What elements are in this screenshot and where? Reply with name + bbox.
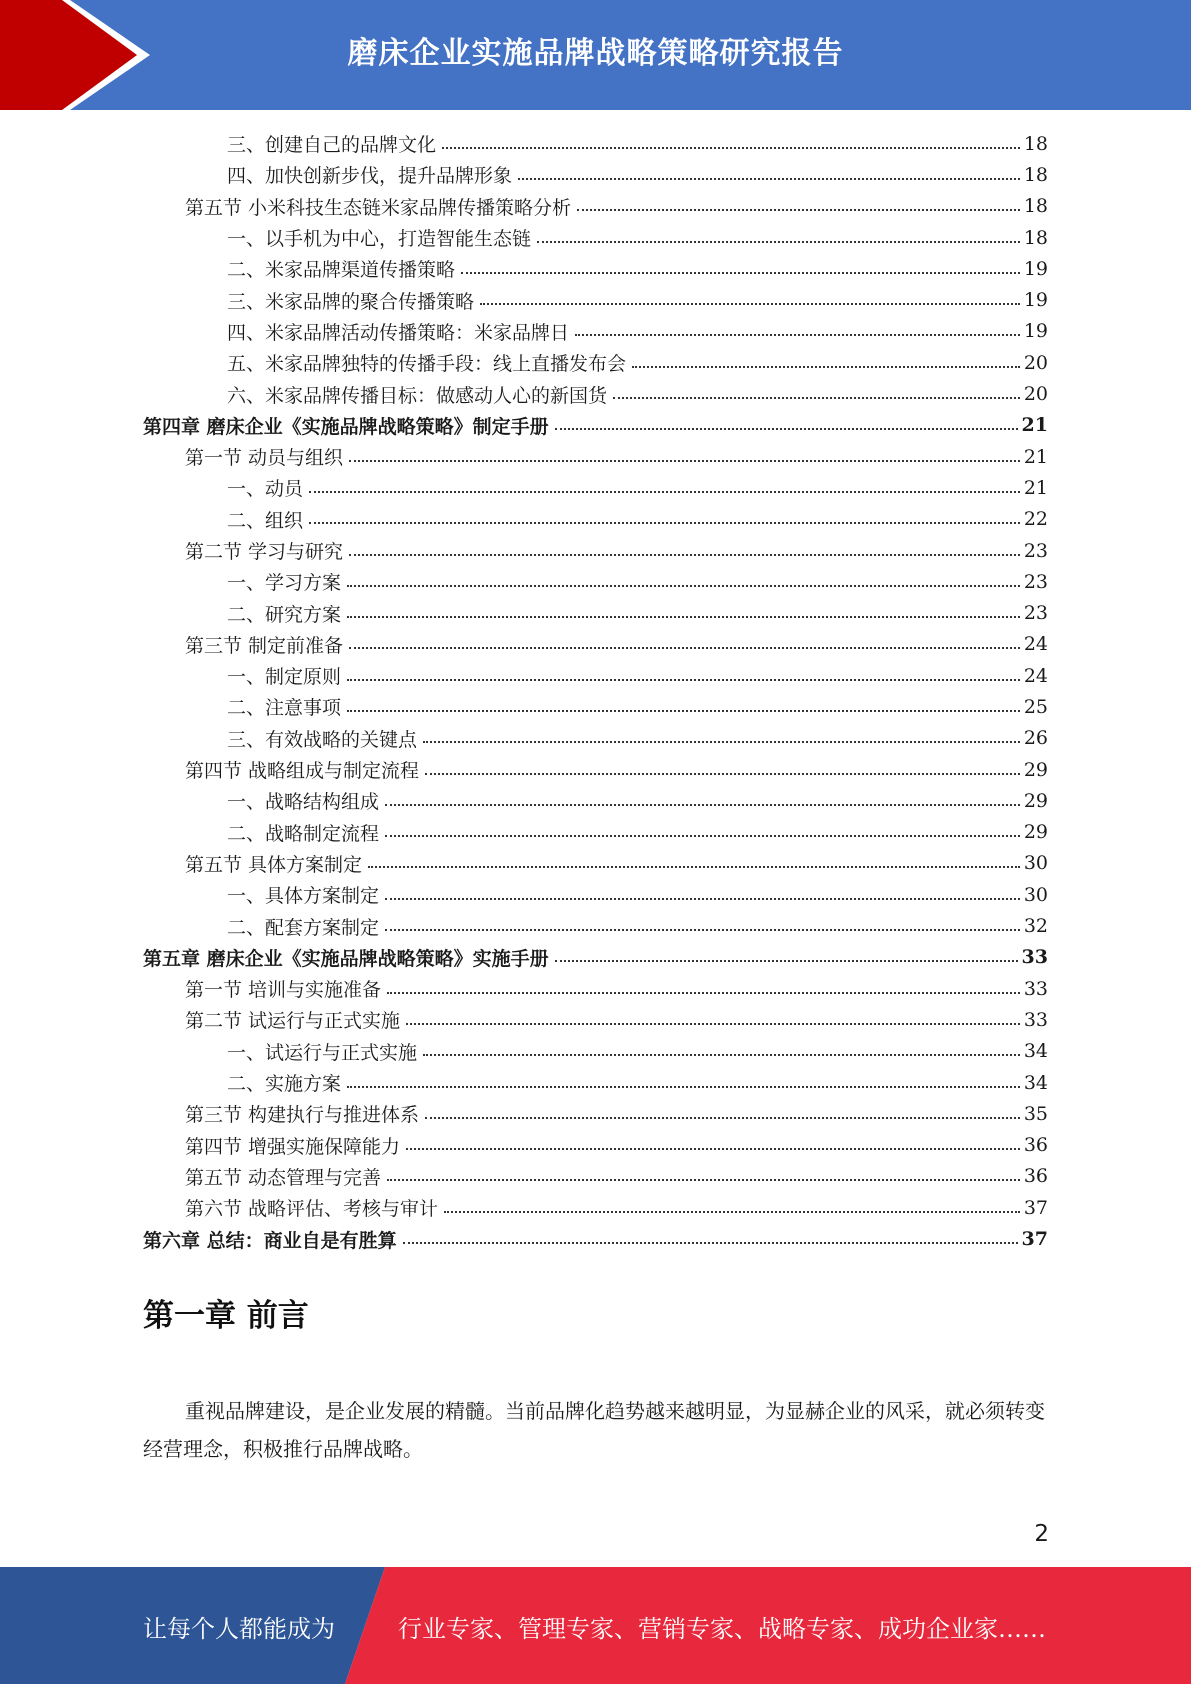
toc-entry-page: 24 [1023, 664, 1048, 687]
toc-entry[interactable] [143, 316, 1048, 347]
toc-entry-page: 34 [1023, 1040, 1048, 1063]
toc-entry-page: 26 [1023, 727, 1048, 750]
toc-entry-page: 19 [1023, 257, 1048, 280]
toc-entry[interactable] [143, 1036, 1048, 1067]
footer-slogan-left: 让每个人都能成为 [143, 1615, 335, 1643]
toc-entry[interactable] [143, 910, 1048, 941]
toc-entry[interactable] [143, 191, 1048, 222]
toc-dot-leader [347, 679, 1020, 681]
toc-entry-page: 24 [1023, 633, 1048, 656]
toc-entry-label: 二、组织 [227, 506, 307, 533]
toc-entry-page: 19 [1023, 289, 1048, 312]
toc-dot-leader [442, 147, 1020, 149]
toc-entry-label: 二、配套方案制定 [227, 913, 383, 940]
toc-entry[interactable] [143, 159, 1048, 190]
toc-entry-label: 第五节 具体方案制定 [185, 850, 366, 877]
footer-slogan-right: 行业专家、管理专家、营销专家、战略专家、成功企业家…… [398, 1615, 1046, 1643]
toc-dot-leader [349, 554, 1020, 556]
toc-entry[interactable] [143, 1223, 1048, 1254]
toc-dot-leader [613, 397, 1020, 399]
toc-entry[interactable] [143, 973, 1048, 1004]
toc-entry[interactable] [143, 1067, 1048, 1098]
toc-dot-leader [349, 647, 1020, 649]
toc-dot-leader [555, 960, 1018, 962]
toc-entry[interactable] [143, 879, 1048, 910]
toc-entry-label: 第六章 总结：商业自是有胜算 [143, 1226, 401, 1253]
toc-entry-label: 第一节 培训与实施准备 [185, 975, 385, 1002]
toc-entry-label: 六、米家品牌传播目标：做感动人心的新国货 [227, 381, 611, 408]
toc-entry[interactable] [143, 691, 1048, 722]
toc-entry-label: 第三节 构建执行与推进体系 [185, 1100, 423, 1127]
toc-dot-leader [385, 835, 1020, 837]
chapter-paragraph: 重视品牌建设，是企业发展的精髓。当前品牌化趋势越来越明显，为显赫企业的风采，就必须转变经营理念，积极推行品牌战略。 [143, 1399, 1045, 1461]
toc-entry[interactable] [143, 347, 1048, 378]
toc-entry[interactable] [143, 128, 1048, 159]
toc-dot-leader [387, 1179, 1020, 1181]
toc-entry-page: 35 [1023, 1102, 1048, 1125]
toc-entry-label: 第五节 动态管理与完善 [185, 1163, 385, 1190]
toc-entry-label: 二、米家品牌渠道传播策略 [227, 255, 459, 282]
toc-entry-page: 33 [1021, 946, 1048, 969]
toc-entry[interactable] [143, 629, 1048, 660]
toc-dot-leader [406, 1023, 1020, 1025]
toc-dot-leader [423, 741, 1020, 743]
toc-entry-label: 第二节 试运行与正式实施 [185, 1006, 404, 1033]
toc-entry-page: 36 [1023, 1165, 1048, 1188]
toc-entry-label: 第五章 磨床企业《实施品牌战略策略》实施手册 [143, 944, 553, 971]
toc-entry[interactable] [143, 566, 1048, 597]
page-header [0, 0, 1191, 110]
toc-entry[interactable] [143, 253, 1048, 284]
toc-entry[interactable] [143, 597, 1048, 628]
toc-entry-page: 34 [1023, 1071, 1048, 1094]
toc-entry-label: 一、以手机为中心，打造智能生态链 [227, 224, 535, 251]
toc-entry-label: 第五节 小米科技生态链米家品牌传播策略分析 [185, 193, 575, 220]
toc-entry[interactable] [143, 942, 1048, 973]
toc-entry-page: 30 [1023, 883, 1048, 906]
toc-entry-label: 一、具体方案制定 [227, 881, 383, 908]
toc-dot-leader [347, 710, 1020, 712]
toc-entry[interactable] [143, 472, 1048, 503]
toc-dot-leader [368, 866, 1020, 868]
toc-dot-leader [309, 491, 1020, 493]
toc-entry-page: 18 [1023, 163, 1048, 186]
toc-entry-label: 三、创建自己的品牌文化 [227, 130, 440, 157]
toc-entry-label: 二、实施方案 [227, 1069, 345, 1096]
toc-entry[interactable] [143, 723, 1048, 754]
toc-entry-page: 19 [1023, 320, 1048, 343]
toc-entry[interactable] [143, 848, 1048, 879]
toc-entry-label: 三、米家品牌的聚合传播策略 [227, 287, 478, 314]
toc-entry[interactable] [143, 284, 1048, 315]
toc-entry-label: 二、战略制定流程 [227, 819, 383, 846]
toc-entry-label: 一、制定原则 [227, 662, 345, 689]
toc-dot-leader [577, 209, 1020, 211]
toc-dot-leader [518, 178, 1020, 180]
toc-entry-page: 20 [1023, 351, 1048, 374]
toc-dot-leader [347, 585, 1020, 587]
toc-dot-leader [555, 428, 1018, 430]
toc-entry[interactable] [143, 222, 1048, 253]
toc-dot-leader [349, 460, 1020, 462]
toc-entry-page: 21 [1023, 445, 1048, 468]
toc-entry-label: 第四节 增强实施保障能力 [185, 1132, 404, 1159]
toc-dot-leader [403, 1242, 1018, 1244]
toc-entry[interactable] [143, 410, 1048, 441]
toc-dot-leader [385, 804, 1020, 806]
toc-entry-label: 四、加快创新步伐，提升品牌形象 [227, 161, 516, 188]
toc-entry-page: 23 [1023, 602, 1048, 625]
toc-dot-leader [347, 1086, 1020, 1088]
toc-entry-page: 37 [1021, 1228, 1048, 1251]
toc-entry-page: 18 [1023, 195, 1048, 218]
toc-entry-label: 第四节 战略组成与制定流程 [185, 756, 423, 783]
toc-entry[interactable] [143, 817, 1048, 848]
toc-entry-page: 23 [1023, 539, 1048, 562]
toc-entry-page: 18 [1023, 226, 1048, 249]
toc-entry[interactable] [143, 1192, 1048, 1223]
toc-entry[interactable] [143, 1098, 1048, 1129]
toc-dot-leader [406, 1148, 1020, 1150]
toc-entry-label: 一、动员 [227, 474, 307, 501]
toc-entry-label: 二、研究方案 [227, 600, 345, 627]
toc-entry-page: 29 [1023, 789, 1048, 812]
toc-dot-leader [385, 929, 1020, 931]
page-number: 2 [1034, 1521, 1049, 1547]
toc-entry-label: 三、有效战略的关键点 [227, 725, 421, 752]
toc-dot-leader [387, 992, 1020, 994]
toc-entry-page: 18 [1023, 132, 1048, 155]
chapter-heading: 第一章 前言 [143, 1298, 309, 1334]
toc-entry-label: 五、米家品牌独特的传播手段：线上直播发布会 [227, 349, 630, 376]
toc-entry[interactable] [143, 441, 1048, 472]
toc-entry-label: 二、注意事项 [227, 693, 345, 720]
toc-entry-label: 第二节 学习与研究 [185, 537, 347, 564]
toc-entry-page: 21 [1021, 414, 1048, 437]
toc-entry-page: 21 [1023, 476, 1048, 499]
toc-dot-leader [461, 272, 1020, 274]
toc-entry[interactable] [143, 1004, 1048, 1035]
toc-entry[interactable] [143, 785, 1048, 816]
toc-entry[interactable] [143, 1161, 1048, 1192]
toc-dot-leader [480, 303, 1020, 305]
toc-entry[interactable] [143, 1130, 1048, 1161]
toc-dot-leader [575, 334, 1020, 336]
toc-entry[interactable] [143, 504, 1048, 535]
toc-dot-leader [425, 773, 1020, 775]
toc-entry-page: 22 [1023, 508, 1048, 531]
toc-entry-label: 第四章 磨床企业《实施品牌战略策略》制定手册 [143, 412, 553, 439]
toc-entry-page: 36 [1023, 1134, 1048, 1157]
toc-dot-leader [309, 522, 1020, 524]
header-title: 磨床企业实施品牌战略策略研究报告 [347, 36, 844, 71]
toc-entry-page: 23 [1023, 570, 1048, 593]
toc-entry-page: 30 [1023, 852, 1048, 875]
toc-entry-page: 20 [1023, 383, 1048, 406]
toc-dot-leader [423, 1054, 1020, 1056]
toc-dot-leader [385, 898, 1020, 900]
toc-entry[interactable] [143, 754, 1048, 785]
toc-entry-label: 四、米家品牌活动传播策略：米家品牌日 [227, 318, 573, 345]
toc-dot-leader [632, 366, 1020, 368]
toc-entry[interactable] [143, 535, 1048, 566]
toc-dot-leader [537, 241, 1020, 243]
toc-entry-page: 25 [1023, 695, 1048, 718]
toc-entry-label: 一、试运行与正式实施 [227, 1038, 421, 1065]
toc-dot-leader [425, 1117, 1020, 1119]
toc-entry[interactable] [143, 660, 1048, 691]
toc-entry-page: 37 [1023, 1196, 1048, 1219]
toc-entry-label: 第三节 制定前准备 [185, 631, 347, 658]
toc-entry-page: 33 [1023, 977, 1048, 1000]
toc-entry-page: 33 [1023, 1008, 1048, 1031]
toc-entry[interactable] [143, 378, 1048, 409]
toc-entry-page: 32 [1023, 915, 1048, 938]
toc-entry-label: 一、战略结构组成 [227, 787, 383, 814]
toc-entry-label: 第六节 战略评估、考核与审计 [185, 1194, 442, 1221]
page-footer [0, 1567, 1191, 1684]
toc-dot-leader [347, 616, 1020, 618]
table-of-contents [143, 128, 1048, 1255]
toc-entry-page: 29 [1023, 758, 1048, 781]
toc-entry-page: 29 [1023, 821, 1048, 844]
toc-entry-label: 第一节 动员与组织 [185, 443, 347, 470]
toc-entry-label: 一、学习方案 [227, 568, 345, 595]
toc-dot-leader [444, 1211, 1020, 1213]
